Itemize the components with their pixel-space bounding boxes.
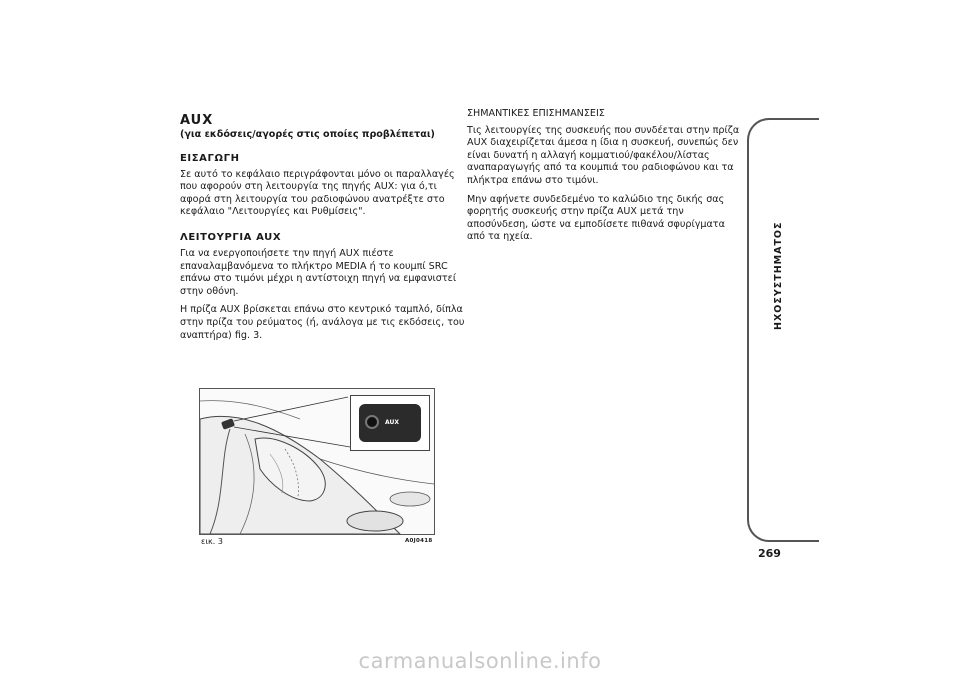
section-title: AUX: [180, 113, 214, 128]
figure-caption: εικ. 3: [201, 537, 223, 546]
right-column: [467, 108, 742, 250]
aux-panel: [359, 404, 421, 442]
note-2: Μην αφήνετε συνδεδεμένο το καλώδιο της δικής σας φορητής συσκευής στην πρίζα AUX μετά την αποσύνδεση, ώστε να εμποδίσετε πιθανά σφυρίγματα από τα ηχεία.: [467, 193, 725, 243]
aux-label: AUX: [385, 419, 399, 426]
page-number: 269: [758, 547, 781, 560]
function-heading: ΛΕΙΤΟΥΡΓΙΑ AUX: [180, 231, 282, 243]
intro-heading: ΕΙΣΑΓΩΓΗ: [180, 152, 240, 164]
left-column: [180, 114, 470, 348]
intro-text: Σε αυτό το κεφάλαιο περιγράφονται μόνο οι παραλλαγές που αφορούν στη λειτουργία της πηγής AUX: για ό,τι αφορά στη λειτουργία του ραδιοφώνου ανατρέξτε στο κεφάλαιο "Λειτουργίες και Ρυθμίσεις".: [180, 168, 455, 218]
figure-code: A0J0418: [405, 538, 433, 544]
aux-jack-icon: [365, 415, 379, 429]
aux-inset: [350, 395, 430, 451]
figure-aux-socket: [199, 388, 435, 535]
chapter-tab: [747, 118, 819, 542]
watermark: carmanualsonline.info: [358, 649, 602, 673]
notes-title: ΣΗΜΑΝΤΙΚΕΣ ΕΠΙΣΗΜΑΝΣΕΙΣ: [467, 108, 605, 119]
chapter-tab-label: ΗΧΟΣΥΣΤΗΜΑΤΟΣ: [773, 221, 784, 330]
function-text-1: Για να ενεργοποιήσετε την πηγή AUX πιέστε επαναλαμβανόμενα το πλήκτρο MEDIA ή το κουμπί SRC επάνω στο τιμόνι μέχρι η αντίστοιχη πηγή να εμφανιστεί στην οθόνη.: [180, 247, 457, 297]
function-text-2: Η πρίζα AUX βρίσκεται επάνω στο κεντρικό ταμπλό, δίπλα στην πρίζα του ρεύματος (ή, ανάλογα με τις εκδόσεις, του αναπτήρα) fig. 3.: [180, 304, 465, 341]
section-subtitle: (για εκδόσεις/αγορές στις οποίες προβλέπεται): [180, 129, 435, 140]
note-1: Τις λειτουργίες της συσκευής που συνδέεται στην πρίζα AUX διαχειρίζεται άμεσα η ίδια η συσκευή, συνεπώς δεν είναι δυνατή η αλλαγή κομματιού/φακέλου/λίστας αναπαραγωγής από τα κουμπιά του ραδιοφώνου και τα πλήκτρα επάνω στο τιμόνι.: [467, 124, 740, 186]
